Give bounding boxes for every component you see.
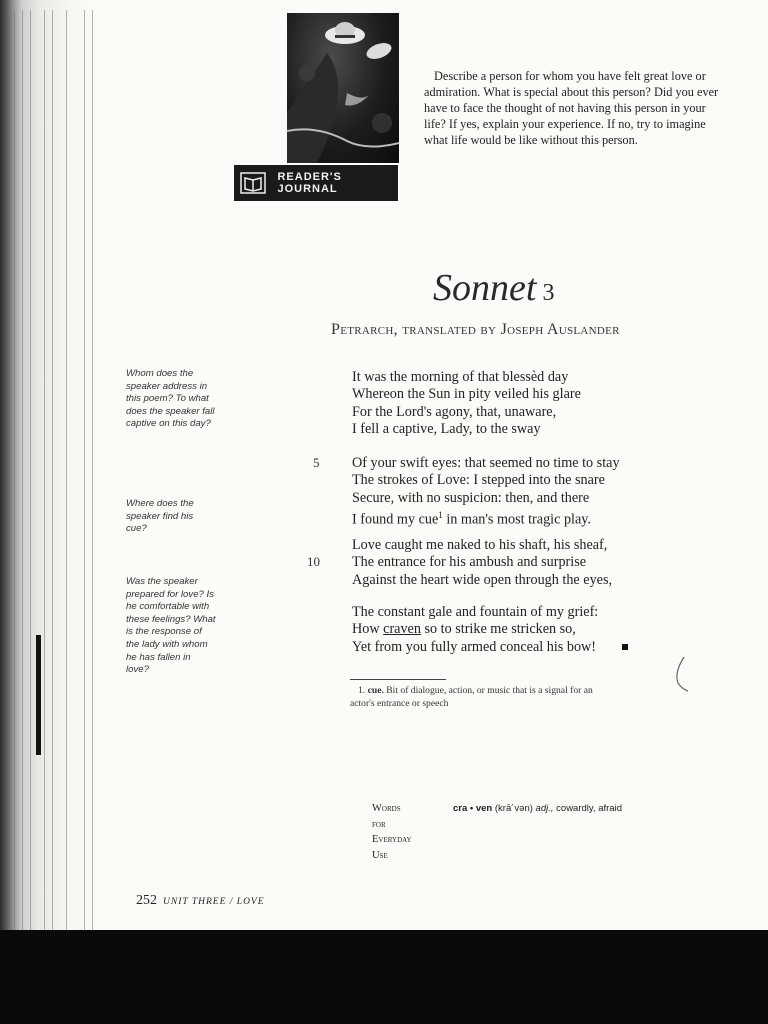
margin-question: Where does the speaker find his cue? [126,498,194,535]
footnote-rule [350,679,446,680]
poem-byline: Petrarch, translated by Joseph Auslander [331,321,620,338]
journal-prompt: Describe a person for whom you have felt great love or admiration. What is special about this person? Did you ever have to face the thought of not having this person in your life? If yes, explain your experience. If no, try to imagine what life would be like without this person. [424,69,719,147]
poem-stanza [352,369,692,438]
poem-line: For the Lord's agony, that, unaware, [352,403,557,420]
poem-title-text: Sonnet [433,267,537,309]
wfeu-heading-line: for [372,818,386,830]
poem-line: Whereon the Sun in pity veiled his glare [352,386,581,403]
poem-number: 3 [542,280,555,306]
margin-question: Was the speaker prepared for love? Is he comfortable with these feelings? What is the response of the lady with whom he has fallen in love? [126,576,216,676]
poem-line-part: so to strike me stricken so, [424,621,576,638]
vocab-pronunciation: (krā´vən) [494,803,533,814]
words-for-everyday-use-heading [372,801,412,863]
poem-title [433,266,554,310]
poem-line: The constant gale and fountain of my grief: [352,604,599,620]
readers-journal-label: READER'S JOURNAL [277,171,342,195]
footnote-marker: 1 [438,509,443,520]
poem-line: Of your swift eyes: that seemed no time to stay [352,455,620,471]
footnote [350,684,610,710]
footnote-definition: Bit of dialogue, action, or music that is a signal for an actor's entrance or speech [350,685,593,709]
unit-label: UNIT THREE / LOVE [163,897,265,907]
poem-line [352,639,692,656]
pencil-mark-icon [672,655,692,695]
end-square-icon [622,644,628,650]
page-footer [136,893,265,909]
poem-line: It was the morning of that blessèd day [352,369,569,385]
hat-figure-illustration [287,13,399,163]
poem-line-part: in man's most tragic play. [446,511,592,528]
readers-journal-banner [234,165,398,201]
wfeu-heading-line: Words [372,803,401,814]
wfeu-heading-line: Everyday [372,834,412,845]
poem-line: Against the heart wide open through the eyes, [352,571,613,588]
wfeu-heading-line: Use [372,849,388,861]
page-number: 252 [136,893,157,908]
poem-stanza [352,537,692,589]
poem-line: I fell a captive, Lady, to the sway [352,420,541,437]
journal-photo [287,13,399,163]
vocab-definition: cowardly, afraid [556,803,622,814]
poem-line: Secure, with no suspicion: then, and there [352,489,590,506]
poem-line [352,621,692,638]
footnote-term: cue. [367,685,384,696]
poem-stanza [352,604,692,656]
vocab-word: cra • ven [453,803,493,814]
vocab-pos: adj., [535,803,554,814]
poem-line: Love caught me naked to his shaft, his sheaf, [352,537,608,553]
line-number: 5 [313,455,320,470]
margin-question: Whom does the speaker address in this poem? To what does the speaker fall captive on this day? [126,368,215,430]
vocab-word-craven: craven [383,621,421,638]
poem-line [352,507,692,529]
line-number: 10 [307,554,320,569]
footnote-number: 1. [358,685,366,696]
poem-line-part: How [352,621,380,638]
book-binding-edge [0,0,100,930]
poem-stanza [352,455,692,529]
poem-line: The strokes of Love: I stepped into the snare [352,472,605,489]
poem-line-part: Yet from you fully armed conceal his bow! [352,638,597,655]
poem-line: The entrance for his ambush and surprise [352,554,587,571]
scan-background [0,930,768,1024]
vocab-entry [453,803,622,814]
open-book-icon [234,165,271,201]
poem-line-part: I found my cue [352,511,439,528]
